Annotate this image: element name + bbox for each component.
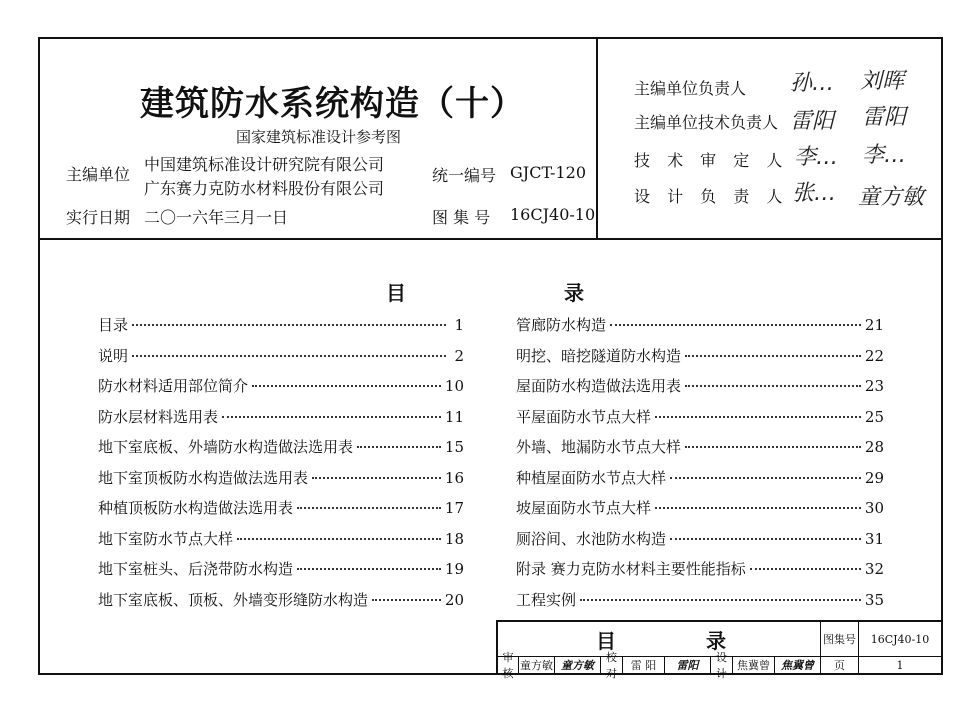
toc-entry[interactable] [516, 345, 884, 366]
toc-entry-page: 29 [864, 468, 884, 487]
toc-leader-dots [670, 477, 861, 479]
design-signature: 焦冀曾 [781, 659, 814, 672]
toc-leader-dots [655, 507, 861, 509]
responsible-role-4: 设 计 负 责 人 [634, 187, 789, 206]
check-signature: 雷阳 [676, 659, 699, 672]
toc-entry-page: 18 [444, 529, 464, 548]
toc-entry-title: 地下室桩头、后浇带防水构造 [98, 560, 294, 578]
toc-leader-dots [297, 568, 441, 570]
responsible-signature-4: 张… [792, 181, 837, 206]
editor-org-1: 中国建筑标准设计研究院有限公司 [144, 155, 385, 174]
toc-entry-title: 地下室防水节点大样 [98, 529, 234, 548]
toc-entry-page: 32 [864, 560, 884, 578]
toc-entry-title: 管廊防水构造 [516, 316, 607, 334]
toc-entry-page: 15 [444, 438, 464, 456]
toc-leader-dots [297, 507, 441, 509]
code-label: 统一编号 [432, 166, 497, 185]
review-label: 审核 [502, 651, 514, 680]
toc-entry-title: 防水材料适用部位简介 [98, 377, 249, 395]
toc-leader-dots [132, 355, 446, 357]
toc-entry-title: 说明 [98, 346, 129, 365]
date-label: 实行日期 [66, 208, 131, 227]
toc-entry[interactable] [98, 375, 464, 396]
toc-entry-page: 31 [864, 529, 884, 548]
toc-entry[interactable] [516, 528, 884, 549]
toc-entry[interactable] [516, 314, 884, 335]
toc-entry-title: 屋面防水构造做法选用表 [516, 377, 682, 395]
toc-entry-title: 坡屋面防水节点大样 [516, 499, 652, 517]
design-label: 设计 [716, 651, 727, 680]
toc-entry-page: 21 [864, 316, 884, 334]
toc-entry-page: 30 [864, 499, 884, 517]
responsible-signature-1: 孙… [790, 71, 835, 96]
toc-entry-page: 20 [444, 590, 464, 609]
toc-entry[interactable] [98, 436, 464, 457]
toc-leader-dots [655, 416, 861, 418]
toc-leader-dots [580, 599, 861, 601]
page-title: 建筑防水系统构造（十） [140, 84, 525, 124]
toc-entry-title: 厕浴间、水池防水构造 [516, 529, 667, 548]
toc-leader-dots [132, 324, 446, 326]
responsible-signature-2: 雷阳 [790, 109, 835, 134]
toc-entry-page: 17 [444, 499, 464, 517]
responsible-name-3: 李… [862, 143, 907, 168]
review-name: 童方敏 [520, 659, 553, 672]
page-value: 1 [896, 658, 904, 672]
toc-entry-title: 防水层材料选用表 [98, 407, 219, 426]
page-subtitle: 国家建筑标准设计参考图 [236, 128, 402, 146]
title-block-atlas-value: 16CJ40-10 [870, 632, 930, 646]
design-name: 焦冀曾 [737, 659, 770, 672]
toc-entry-page: 25 [864, 407, 884, 426]
atlas-label: 图 集 号 [432, 208, 491, 227]
toc-entry[interactable] [516, 589, 884, 610]
toc-entry-title: 地下室顶板防水构造做法选用表 [98, 468, 309, 487]
responsible-name-4: 童方敏 [858, 185, 925, 210]
responsible-role-3: 技 术 审 定 人 [634, 151, 789, 170]
toc-entry-page: 22 [864, 346, 884, 365]
title-block-title-left: 目 [596, 628, 616, 653]
toc-entry[interactable] [98, 558, 464, 579]
toc-entry-title: 种植顶板防水构造做法选用表 [98, 499, 294, 517]
title-block-atlas-label: 图集号 [823, 633, 856, 646]
code-value: GJCT-120 [510, 163, 586, 182]
responsible-name-1: 刘晖 [860, 69, 905, 94]
toc-entry-page: 28 [864, 438, 884, 456]
toc-entry[interactable] [98, 589, 464, 610]
editor-label: 主编单位 [66, 165, 131, 184]
editor-org-2: 广东赛力克防水材料股份有限公司 [144, 179, 385, 198]
title-block-title-right: 录 [706, 628, 726, 653]
toc-leader-dots [610, 324, 861, 326]
toc-entry[interactable] [98, 528, 464, 549]
toc-entry-title: 明挖、暗挖隧道防水构造 [516, 346, 682, 365]
toc-entry-page: 1 [454, 316, 464, 334]
toc-entry-page: 19 [444, 560, 464, 578]
atlas-value: 16CJ40-10 [510, 205, 596, 224]
toc-entry-title: 种植屋面防水节点大样 [516, 468, 667, 487]
toc-entry-title: 附录 赛力克防水材料主要性能指标 [516, 560, 746, 578]
responsible-role-1: 主编单位负责人 [634, 79, 747, 98]
toc-entry-page: 16 [444, 468, 464, 487]
toc-entry[interactable] [98, 497, 464, 518]
header-column-divider [596, 37, 598, 240]
toc-entry[interactable] [98, 314, 464, 335]
toc-entry[interactable] [516, 467, 884, 488]
toc-entry-title: 平屋面防水节点大样 [516, 407, 652, 426]
toc-entry-title: 外墙、地漏防水节点大样 [516, 438, 682, 456]
toc-entry-title: 目录 [98, 316, 129, 334]
toc-entry[interactable] [516, 497, 884, 518]
page-label: 页 [834, 659, 845, 672]
toc-entry[interactable] [98, 345, 464, 366]
toc-entry[interactable] [516, 558, 884, 579]
toc-leader-dots [685, 355, 861, 357]
review-signature: 童方敏 [561, 659, 594, 672]
toc-entry-page: 10 [444, 377, 464, 395]
responsible-name-2: 雷阳 [862, 105, 907, 130]
toc-entry-page: 2 [454, 346, 464, 365]
toc-leader-dots [237, 538, 441, 540]
responsible-role-2: 主编单位技术负责人 [634, 113, 779, 132]
toc-entry-title: 工程实例 [516, 590, 577, 609]
toc-heading-left: 目 [386, 281, 406, 305]
toc-leader-dots [372, 599, 441, 601]
toc-leader-dots [750, 568, 861, 570]
toc-entry[interactable] [516, 375, 884, 396]
toc-leader-dots [685, 446, 861, 448]
toc-entry-title: 地下室底板、顶板、外墙变形缝防水构造 [98, 590, 369, 609]
toc-heading-right: 录 [564, 281, 584, 305]
toc-leader-dots [252, 385, 441, 387]
toc-entry-title: 地下室底板、外墙防水构造做法选用表 [98, 438, 354, 456]
title-block [496, 620, 943, 680]
toc-entry-page: 11 [444, 407, 464, 426]
check-label: 校对 [606, 651, 617, 680]
toc-leader-dots [670, 538, 861, 540]
toc-leader-dots [222, 416, 441, 418]
toc-entry[interactable] [98, 406, 464, 427]
header-divider [38, 238, 943, 240]
date-value: 二〇一六年三月一日 [144, 208, 289, 227]
check-name: 雷 阳 [630, 659, 657, 672]
toc-leader-dots [312, 477, 441, 479]
toc-entry-page: 23 [864, 377, 884, 395]
toc-entry[interactable] [516, 436, 884, 457]
toc-entry-page: 35 [864, 590, 884, 609]
toc-leader-dots [357, 446, 441, 448]
toc-leader-dots [685, 385, 861, 387]
toc-entry[interactable] [516, 406, 884, 427]
responsible-signature-3: 李… [794, 145, 839, 170]
toc-entry[interactable] [98, 467, 464, 488]
